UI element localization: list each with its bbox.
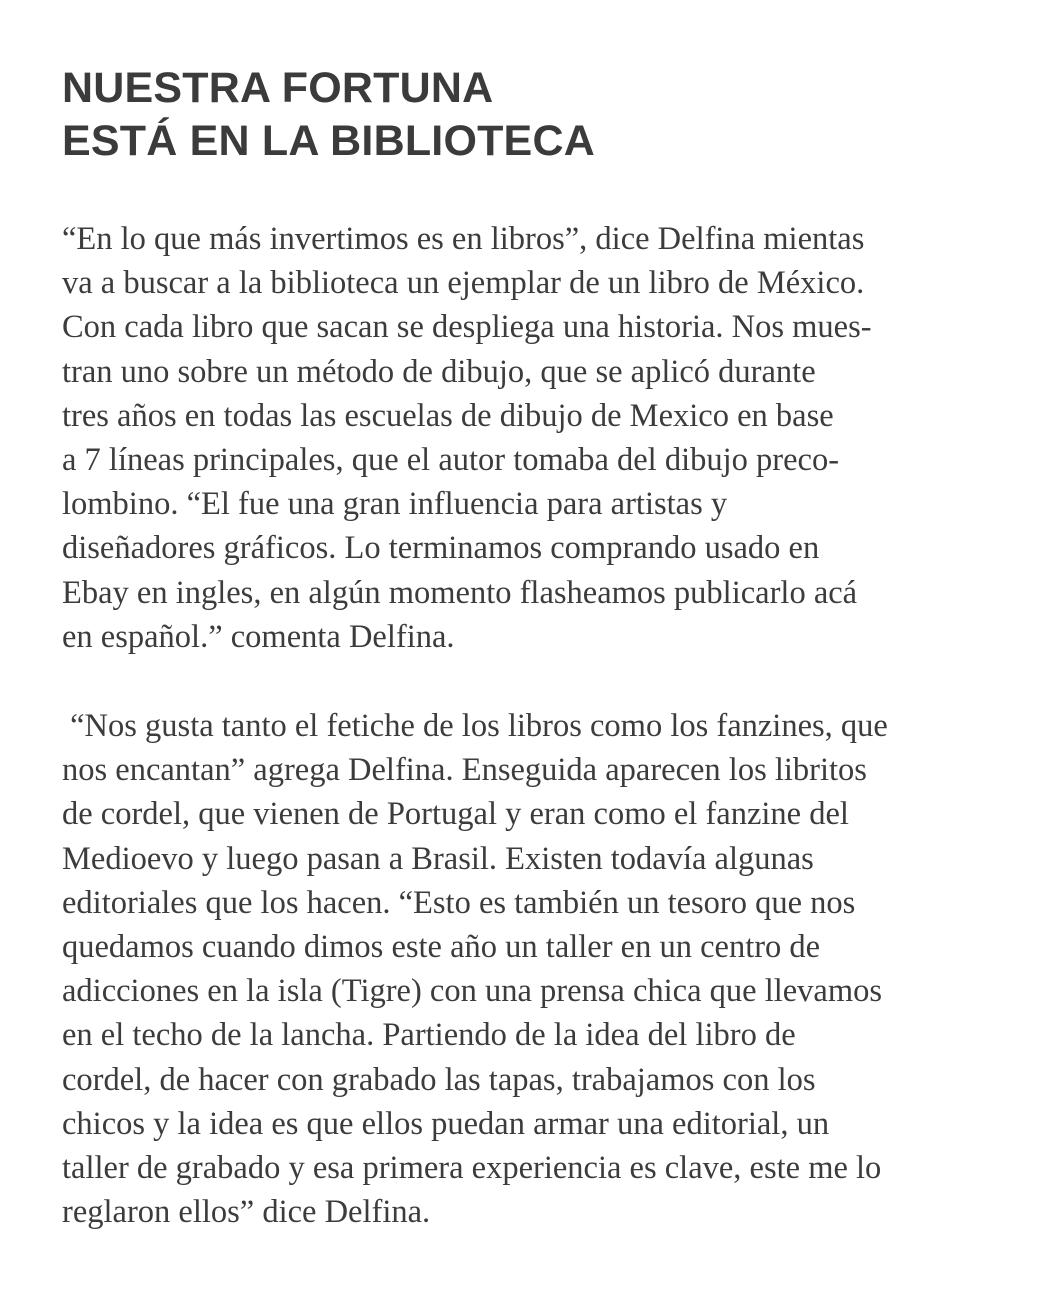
title-line: ESTÁ EN LA BIBLIOTECA — [62, 117, 595, 165]
text-line: Con cada libro que sacan se despliega una historia. Nos mues- — [62, 309, 872, 346]
text-line: “Nos gusta tanto el fetiche de los libros como los fanzines, que — [62, 708, 888, 745]
text-line: a 7 líneas principales, que el autor tomaba del dibujo preco- — [62, 442, 840, 479]
text-line: tran uno sobre un método de dibujo, que se aplicó durante — [62, 353, 816, 390]
text-line: reglaron ellos” dice Delfina. — [62, 1194, 431, 1231]
text-line: adicciones en la isla (Tigre) con una prensa chica que llevamos — [62, 973, 883, 1010]
paragraph-2 — [62, 704, 1012, 1234]
text-line: tres años en todas las escuelas de dibujo de Mexico en base — [62, 397, 834, 434]
text-line: lombino. “El fue una gran influencia para artistas y — [62, 486, 728, 523]
text-line: chicos y la idea es que ellos puedan armar una editorial, un — [62, 1105, 830, 1142]
text-line: editoriales que los hacen. “Esto es también un tesoro que nos — [62, 884, 856, 921]
text-line: “En lo que más invertimos es en libros”, dice Delfina mientas — [62, 221, 865, 257]
article-title — [62, 62, 1012, 168]
text-line: Medioevo y luego pasan a Brasil. Existen todavía algunas — [62, 840, 814, 877]
text-line: cordel, de hacer con grabado las tapas, trabajamos con los — [62, 1061, 816, 1098]
text-line: quedamos cuando dimos este año un taller en un centro de — [62, 929, 821, 966]
text-line: en español.” comenta Delfina. — [62, 618, 455, 655]
text-line: va a buscar a la biblioteca un ejemplar de un libro de México. — [62, 265, 865, 302]
text-line: de cordel, que vienen de Portugal y eran como el fanzine del — [62, 796, 849, 833]
article — [62, 62, 1012, 1234]
title-line: NUESTRA FORTUNA — [62, 64, 494, 112]
text-line: diseñadores gráficos. Lo terminamos comprando usado en — [62, 530, 820, 567]
text-line: Ebay en ingles, en algún momento flasheamos publicarlo acá — [62, 574, 858, 611]
paragraph-1 — [62, 217, 1012, 659]
text-line: en el techo de la lancha. Partiendo de la idea del libro de — [62, 1017, 796, 1054]
text-line: nos encantan” agrega Delfina. Enseguida aparecen los libritos — [62, 752, 867, 789]
text-line: taller de grabado y esa primera experiencia es clave, este me lo — [62, 1150, 882, 1187]
